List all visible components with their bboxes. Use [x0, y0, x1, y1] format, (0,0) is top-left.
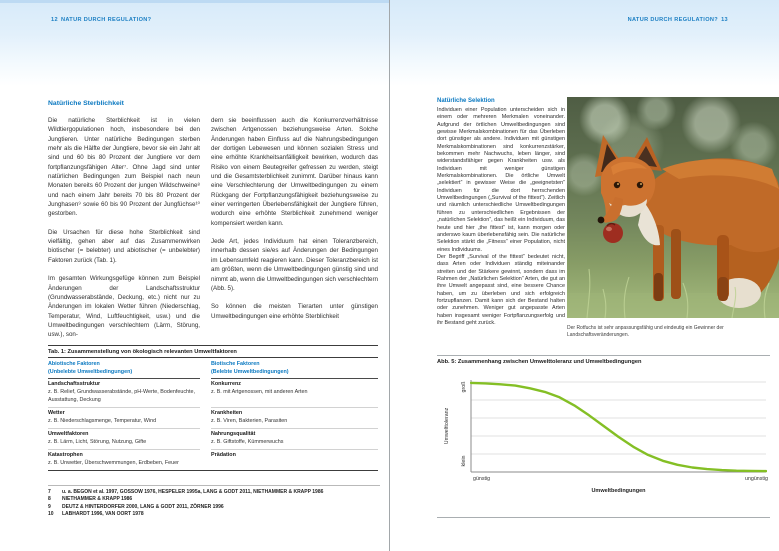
- table-row: [48, 429, 378, 450]
- left-page-number: 12: [51, 17, 58, 23]
- page-gutter-divider: [389, 0, 390, 551]
- paragraph: Jede Art, jedes Individuum hat einen Toleranzbereich, innerhalb dessen sie/es auf Änderungen der Bedingungen im Lebensumfeld reagieren kann. Dieser Toleranzbereich ist am größten, wenn die Umweltbedingungen günstig sind und nimmt ab, wenn die Umweltbedingungen sich verschlechtern (Abb. 5).: [211, 238, 378, 292]
- photo-caption: Der Rotfuchs ist sehr anpassungsfähig und eindeutig ein Gewinner der Landschaftsveränderungen.: [567, 325, 724, 338]
- y-tick-gross: groß: [461, 381, 467, 393]
- x-tick-unguenstig: ungünstig: [745, 476, 768, 482]
- table-cell: Konkurrenz z. B. mit Artgenossen, mit anderen Arten: [211, 379, 378, 408]
- paragraph: Im gesamten Wirkungsgefüge können zum Beispiel Änderungen der Landschaftsstruktur (Grundwasserabstände, Deckung, etc.) nicht nur zu Änderungen im lokalen Wetter führen (Niederschlag, Temperatur, Wind, Luftfeuchtigkeit, usw.) und die Umweltbedingungen verschlechtern (Lärm, Störung, usw.), son-: [48, 275, 200, 339]
- paragraph: Die Ursachen für diese hohe Sterblichkeit sind vielfältig, gehen aber auf das Zusammenwirken biotischer (= belebter) und abiotischer (= unbelebter) Faktoren zurück (Tab. 1).: [48, 228, 200, 264]
- left-running-header: [48, 17, 151, 23]
- figure-title: Abb. 5: Zusammenhang zwischen Umwelttoleranz und Umweltbedingungen: [437, 359, 642, 365]
- left-column-1: [48, 116, 200, 349]
- footnote: 9 DEUTZ & HINTERDORFER 2000, LANG & GODT 2011, ZÖRNER 1996: [48, 503, 224, 510]
- paragraph: Die natürliche Sterblichkeit ist in vielen Wildtiergopulationen hoch, insbesondere bei den Jungtieren. Unter natürliche Bedingungen sterben mehr als die Hälfte der Jungtiere, bevor sie ein Jahr alt sind und 60 bis 80 Prozent der Jungtiere vor dem fortpflanzungsfähigen Alter⁷. Ohne Jagd sind unter natürlichen Bedingungen zum Beispiel nach neun Monaten bereits 60 Prozent der jungen Wildschweine⁸ und nach einem Jahr bereits 70 bis 80 Prozent der Junghasen⁹ sowie 60 bis 90 Prozent der Jungfüchse¹⁰ gestorben.: [48, 117, 200, 218]
- header-name: Abiotische Faktoren: [48, 361, 100, 367]
- header-name: Biotische Faktoren: [211, 361, 260, 367]
- paragraph: Individuen einer Population unterscheiden sich in einem oder mehreren Merkmalen voneinander. Aufgrund der örtlichen Umweltbedingungen sind gewisse Merkmalskombinationen für das Überleben dort günstiger als andere. Individuen mit günstigen Merkmalskombinationen sind konkurrenzstärker, bekommen mehr Nachwuchs, leben länger, sind widerstandsfähiger gegen Krankheiten usw. als Individuen mit weniger günstigen Merkmalskombinationen. Die örtliche Umwelt „selektiert“ in gewisser Weise die „geeignetsten“ Individuen für die dort herrschenden Umweltbedingungen („Survival of the fittest“). Zeitlich und räumlich unterschiedliche Umweltbedingungen führen zu unterschiedlichen Ergebnissen der „natürlichen Selektion“, das heißt ein Individuum, das heute und hier „the fittest“ ist, kann morgen oder anderswo kaum überlebensfähig sein. Die natürliche Selektion stärkt die „Fitness“ einer Population, nicht eines Individuums.: [437, 107, 565, 253]
- left-page-columns: [48, 116, 378, 349]
- table-header-row: [48, 358, 378, 379]
- paragraph: Der Begriff „Survival of the fittest“ bedeutet nicht, dass Arten oder Individuen ständig miteinander streiten und der Stärkere gewinnt, sondern dass im Rahmen der „Natürlichen Selektion“ Arten, die gut an ihre Umwelt angepasst sind, eine bessere Chance haben, um zu überleben und sich erfolgreich fortzupflanzen. Damit kann sich der Bestand halten oder zunehmen. Weniger gut angepasste Arten haben insgesamt weniger Fortpflanzungserfolg und ihr Bestand geht zurück.: [437, 253, 565, 326]
- table-cell: Prädation: [211, 452, 236, 459]
- paragraph: So können die meisten Tierarten unter günstigen Umweltbedingungen eine erhöhte Sterblichkeit: [211, 303, 378, 320]
- table-cell: Wetter z. B. Niederschlagsmenge, Temperatur, Wind: [48, 408, 200, 429]
- table-title: Tab. 1: Zusammenstellung von ökologisch relevanten Umweltfaktoren: [48, 346, 378, 358]
- table-header-biotic: [211, 358, 378, 379]
- left-page-heading: Natürliche Sterblichkeit: [48, 100, 124, 107]
- right-page-column: [437, 107, 565, 327]
- table-header-abiotic: [48, 358, 200, 379]
- right-running-header: [628, 17, 731, 23]
- table-cell: Katastrophen z. B. Unwetter, Überschwemmungen, Erdbeben, Feuer: [48, 452, 179, 466]
- y-axis-label: Umwelttoleranz: [444, 407, 450, 445]
- header-subtitle: (Unbelebte Umweltbedingungen): [48, 369, 133, 375]
- right-page-heading: Natürliche Selektion: [437, 98, 495, 104]
- table-cell: Nahrungsqualität z. B. Giftstoffe, Kümmerwuchs: [211, 429, 378, 450]
- tolerance-figure: [437, 355, 770, 518]
- table-row: [48, 408, 378, 429]
- right-page-number: 13: [721, 17, 728, 23]
- y-tick-klein: klein: [461, 455, 467, 467]
- header-subtitle: (Belebte Umweltbedingungen): [211, 369, 289, 375]
- environment-factors-table: [48, 345, 378, 471]
- tolerance-chart-svg: [470, 379, 767, 473]
- table-row: [48, 379, 378, 408]
- x-tick-guenstig: günstig: [473, 476, 491, 482]
- x-axis-label: Umweltbedingungen: [591, 488, 646, 494]
- chart-area: [437, 371, 770, 501]
- footnotes: [48, 485, 380, 518]
- footnote: 10 LABHARDT 1996, VAN OORT 1978: [48, 510, 144, 517]
- paragraph: dern sie beeinflussen auch die Konkurrenzverhältnisse zwischen Artgenossen beziehungsweise Arten. Solche Änderungen haben Einfluss auf die Nahrungsbedingungen der dortigen Lebewesen und können sozialen Stress und eine erhöhte Krankheitsanfälligkeit bewirken, wodurch das Risiko von einem Beutegreifer gefressen zu werden, steigt und die Gesamtsterblichkeit zunimmt. Darüber hinaus kann eine Verschlechterung der Umweltbedingungen zu einem Rückgang der Fortpflanzungsfähigkeit beziehungsweise zu einer verringerten Überlebensfähigkeit der Jungtiere führen, wodurch eine erhöhte Sterblichkeit zunehmend weniger kompensiert werden kann.: [211, 117, 378, 227]
- footnote: 7 u. a. BEGON et al. 1997, GOSSOW 1976, HESPELER 1995a, LANG & GODT 2011, NIETHAMMER & KRAPP 1986: [48, 489, 324, 495]
- table-cell: Landschaftsstruktur z. B. Relief, Grundwasserabstände, pH-Werte, Bodenfeuchte, Ausstattung, Deckung: [48, 379, 200, 408]
- footnote: 8 NIETHAMMER & KRAPP 1986: [48, 496, 133, 503]
- fox-illustration: [567, 97, 779, 318]
- fox-photo: [567, 97, 779, 318]
- table-cell: Krankheiten z. B. Viren, Bakterien, Parasiten: [211, 408, 378, 429]
- right-running-title: NATUR DURCH REGULATION?: [627, 17, 719, 23]
- left-column-2: [211, 116, 378, 349]
- table-cell: Umweltfaktoren z. B. Lärm, Licht, Störung, Nutzung, Gifte: [48, 429, 200, 450]
- left-running-title: NATUR DURCH REGULATION?: [60, 17, 152, 23]
- table-row: [48, 450, 378, 470]
